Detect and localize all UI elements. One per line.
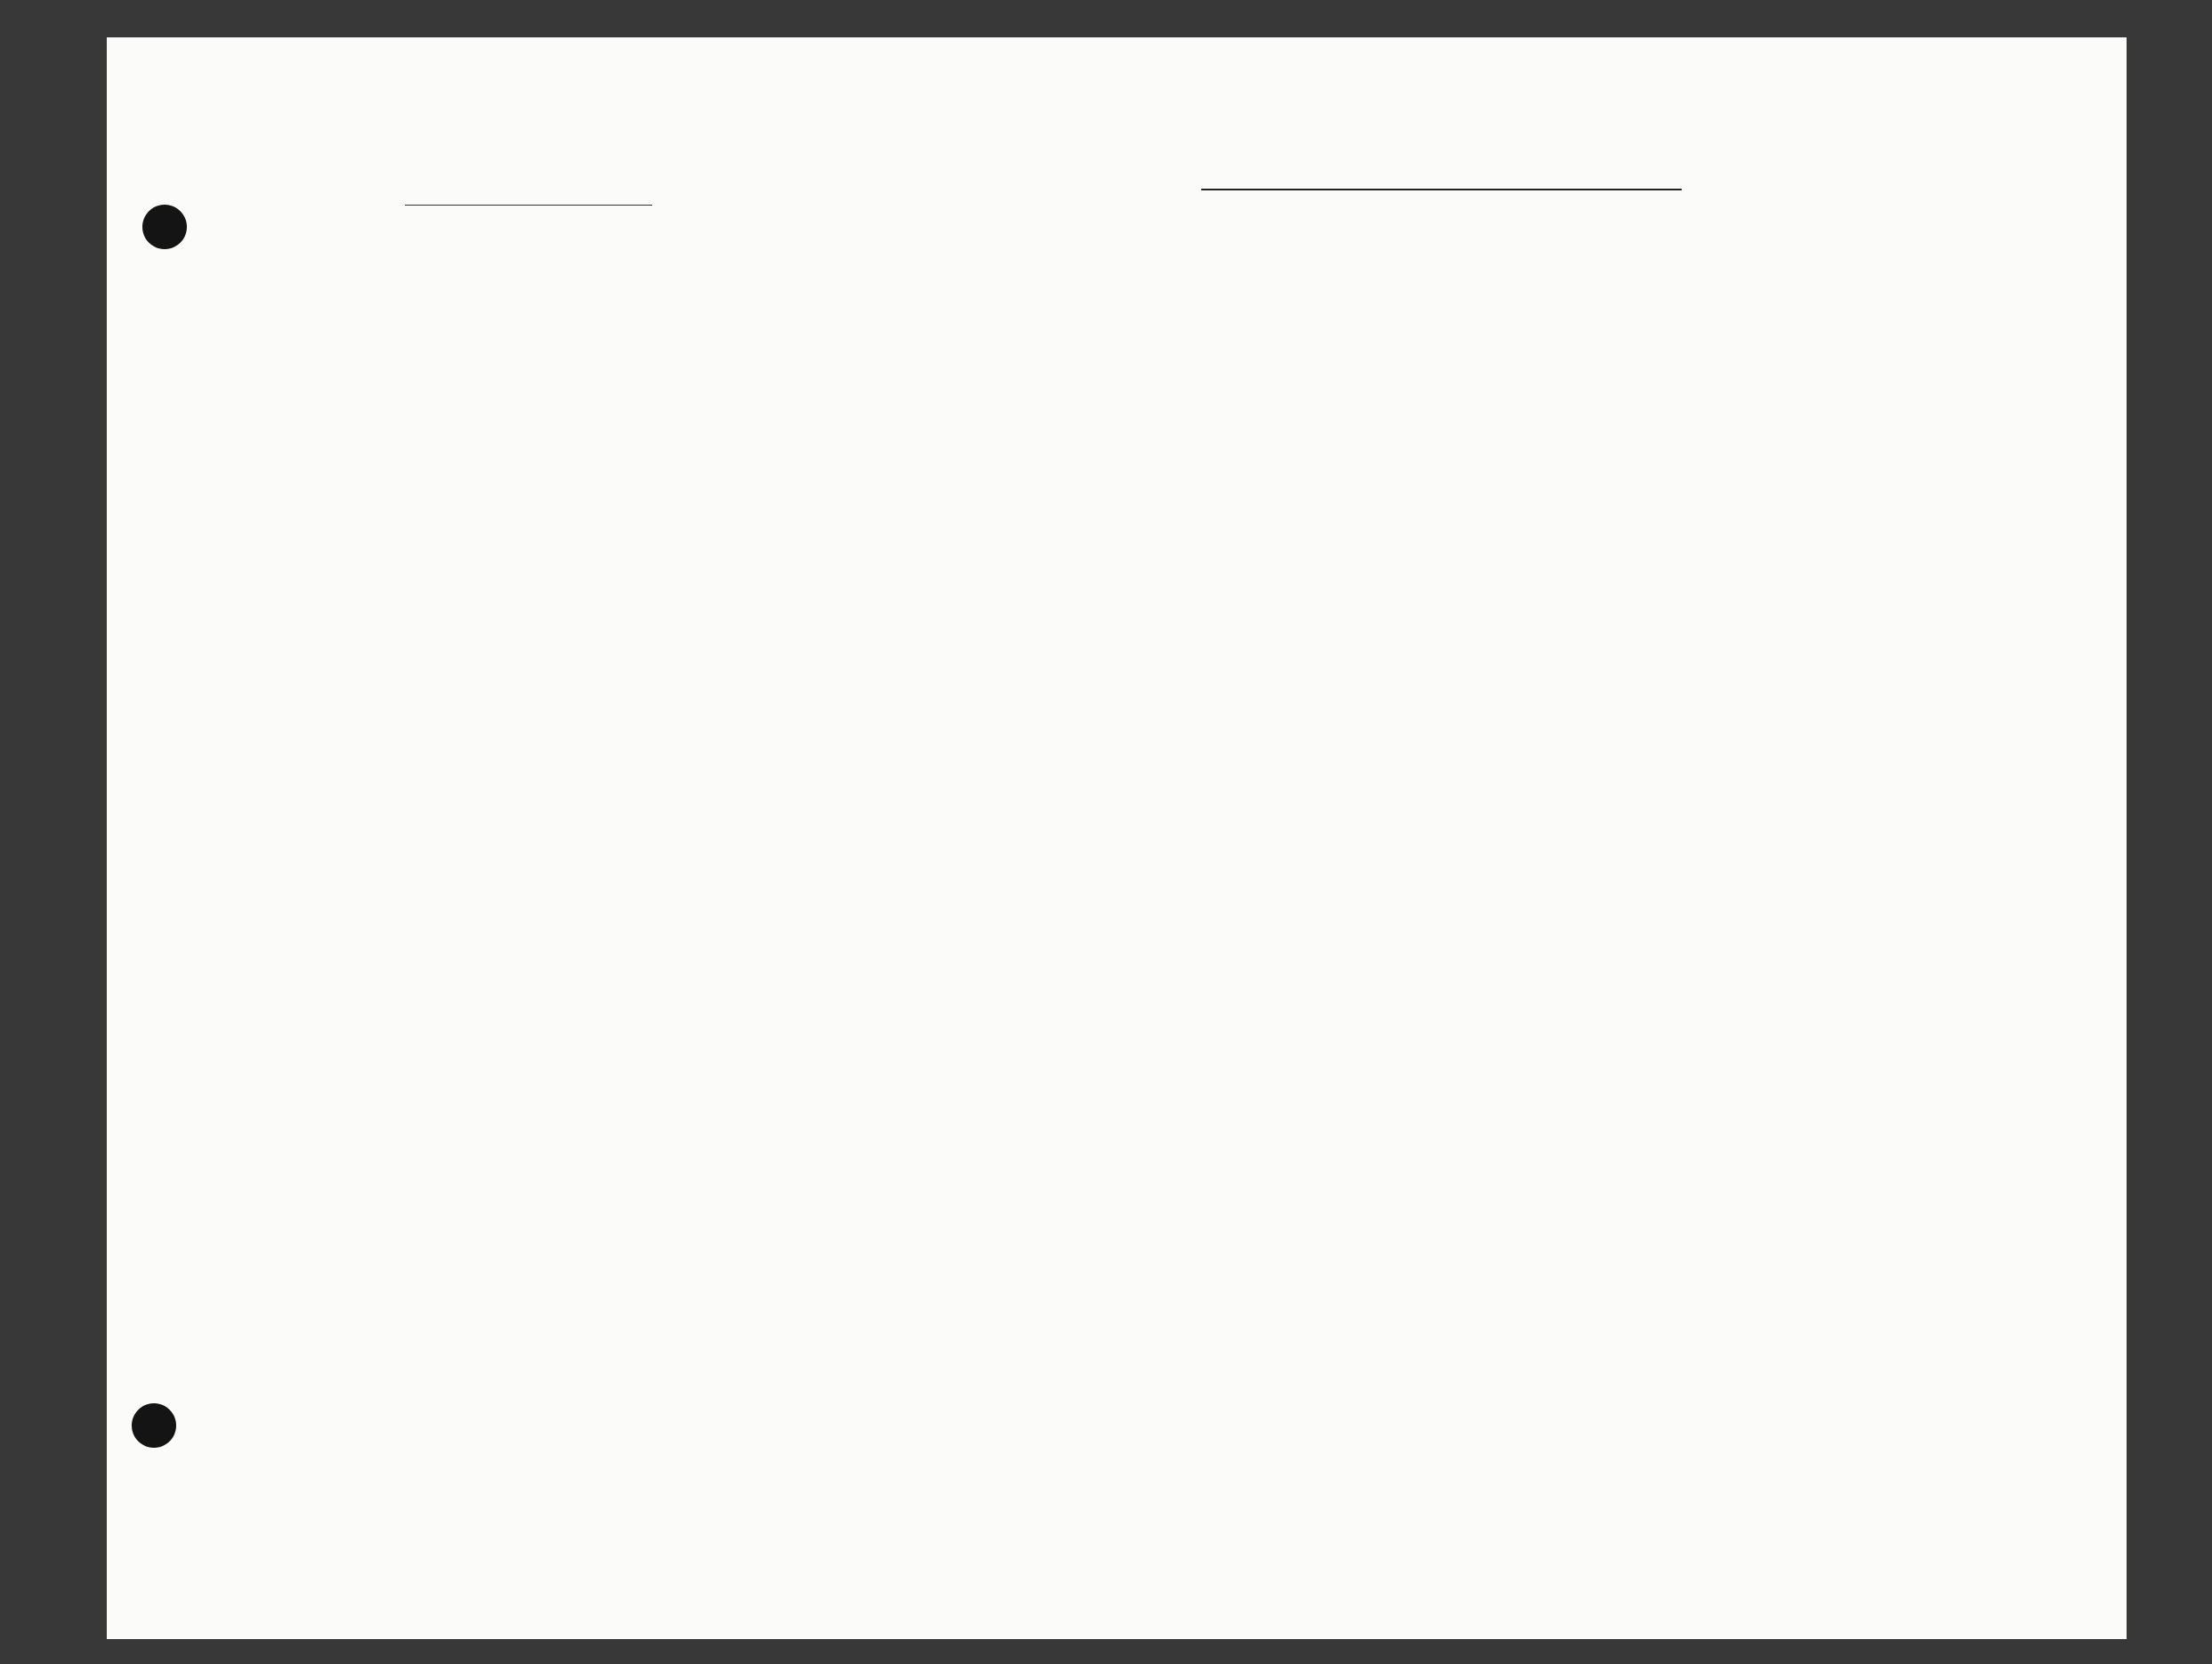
binder-hole-top [142,205,187,249]
register-page [107,37,2127,1639]
binder-hole-bottom [132,1403,176,1448]
year-value [405,205,652,206]
cemetery-name [1201,189,1682,190]
